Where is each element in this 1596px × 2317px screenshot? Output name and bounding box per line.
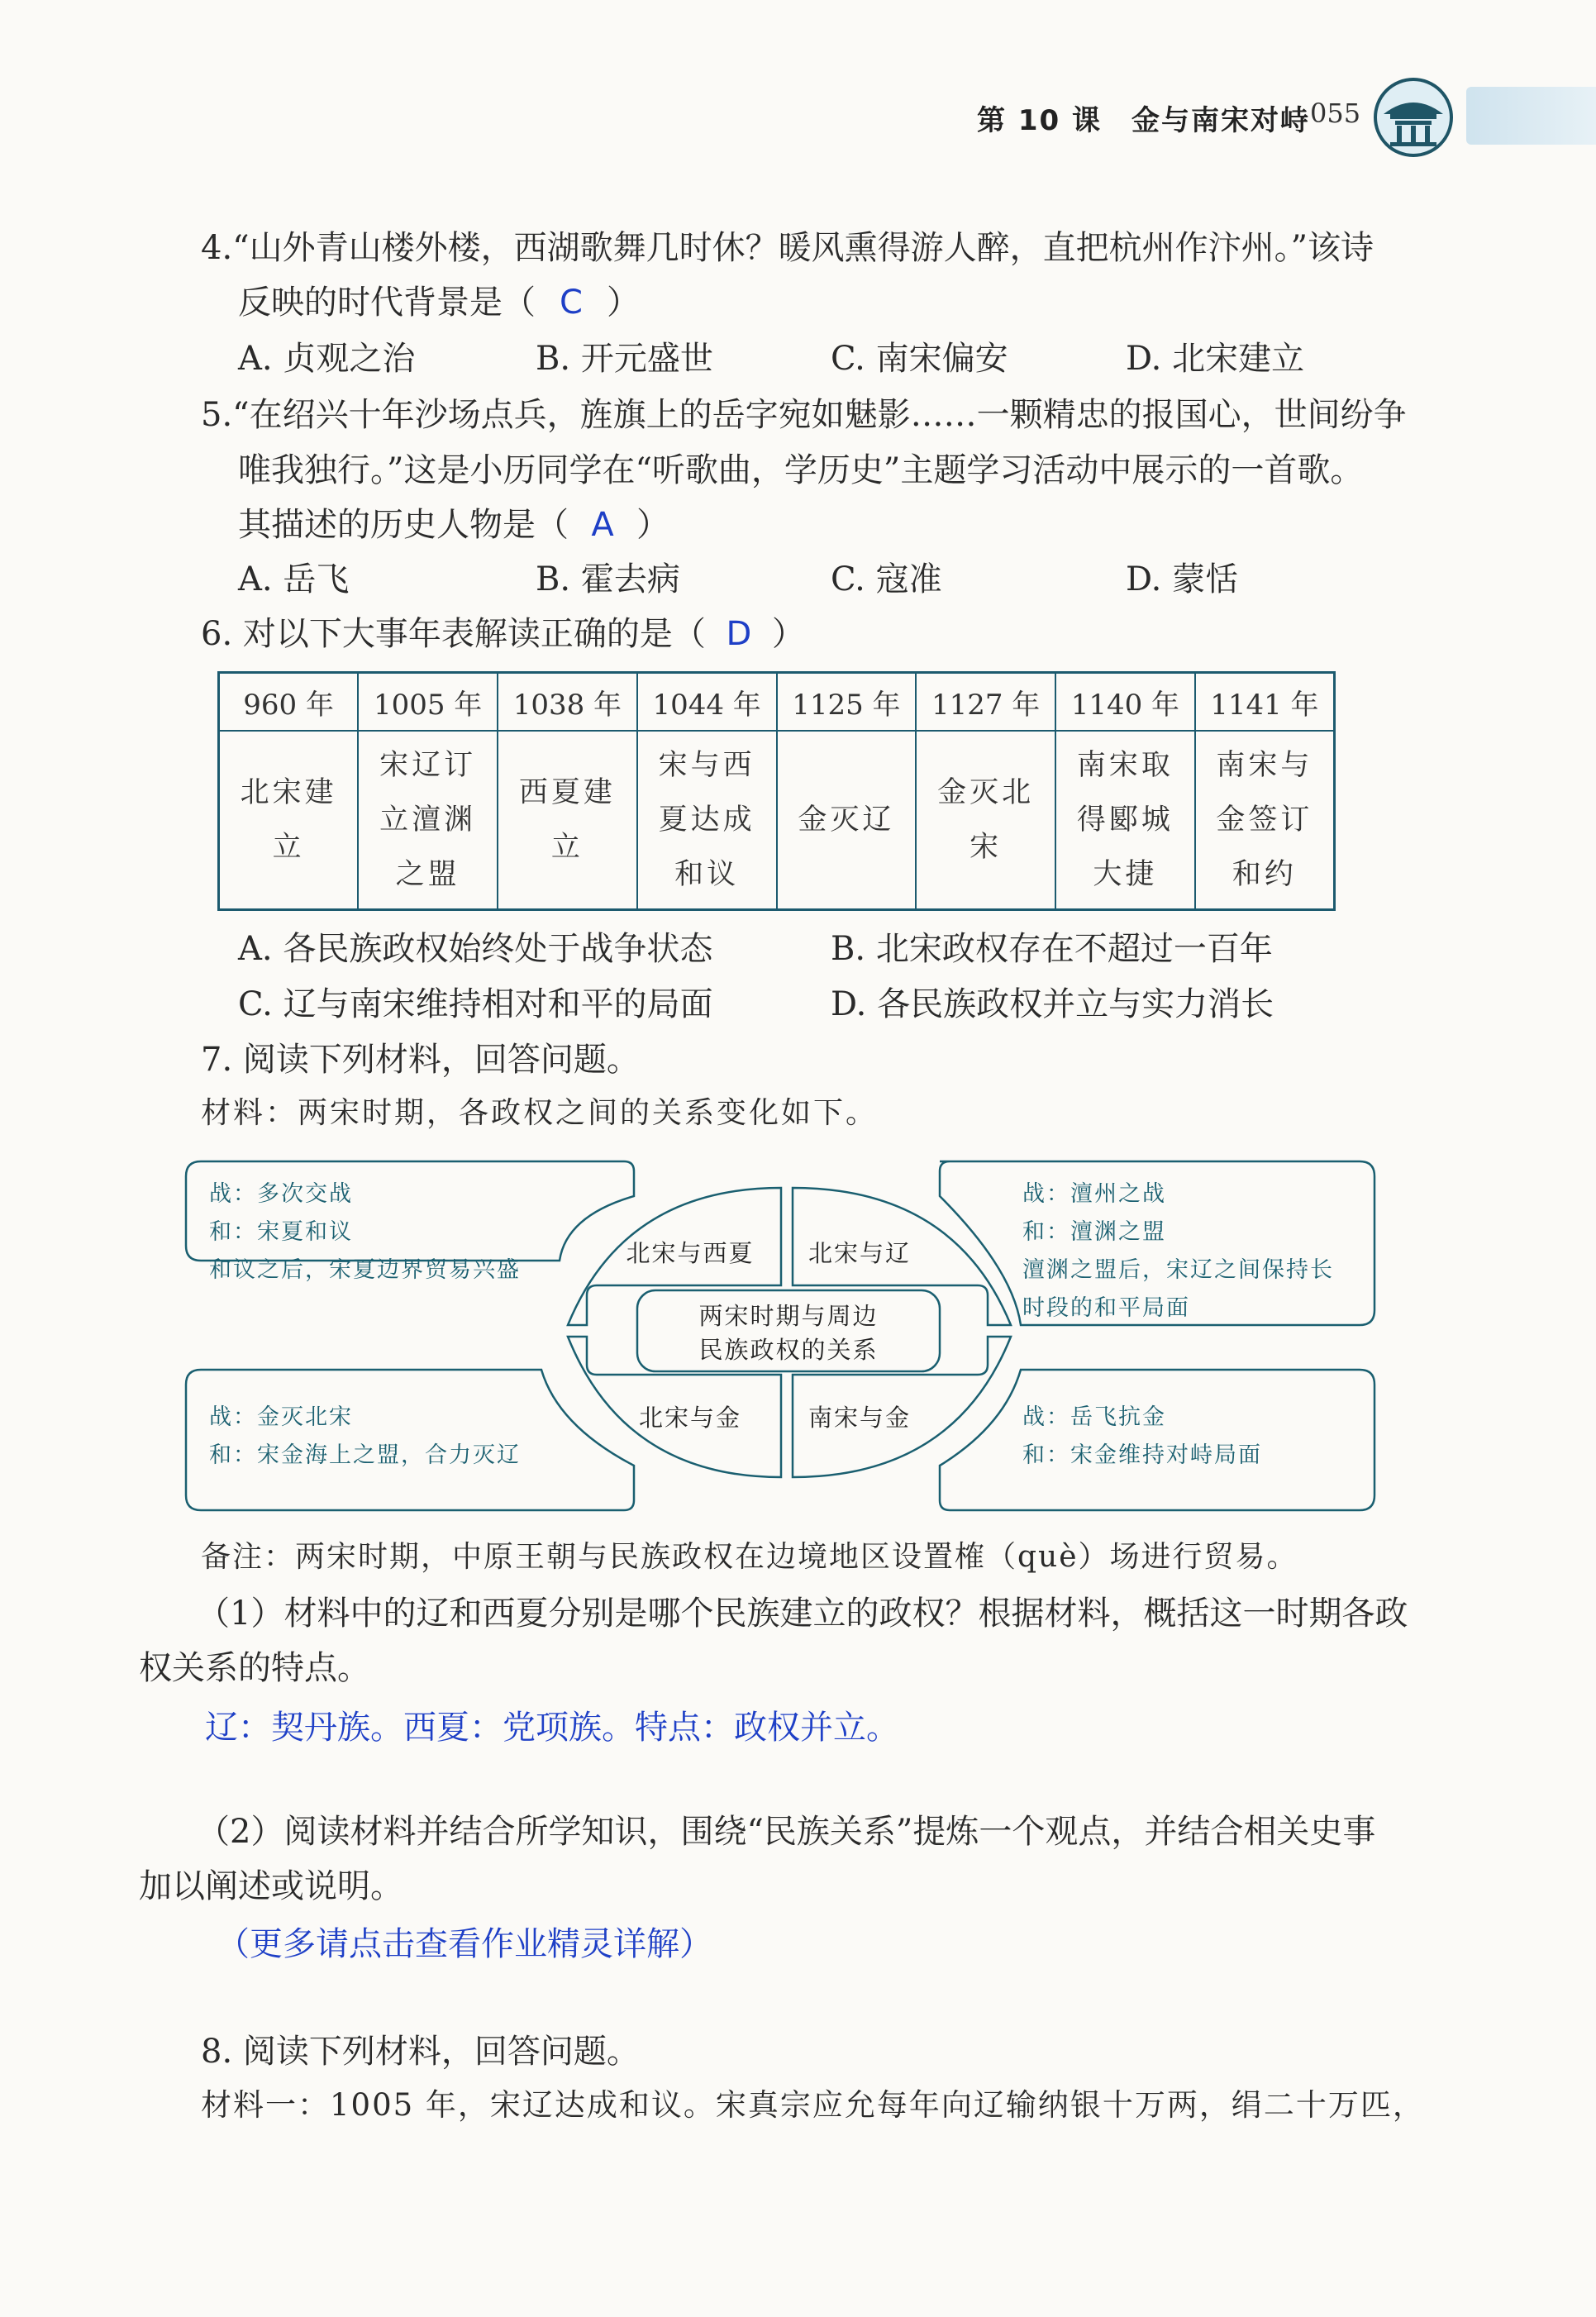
box-tl-line: 和议之后，宋夏边界贸易兴盛 (209, 1257, 521, 1283)
q5-option-a: A. 岳飞 (238, 560, 350, 598)
timeline-event: 南宋取得郾城大捷 (1055, 731, 1195, 910)
segment-label-beisong-liao: 北宋与辽 (808, 1239, 912, 1267)
q5-option-c: C. 寇准 (831, 560, 942, 598)
diagram-box-top-left (186, 1161, 634, 1261)
q8-stem: 8. 阅读下列材料，回答问题。 (201, 2033, 640, 2071)
diagram-box-bottom-left (186, 1370, 634, 1510)
box-br-line: 和：宋金维持对峙局面 (1022, 1442, 1262, 1468)
timeline-event: 宋辽订立澶渊之盟 (358, 731, 498, 910)
diagram-center-line1: 两宋时期与周边 (698, 1302, 879, 1330)
q7-material-intro: 材料：两宋时期，各政权之间的关系变化如下。 (201, 1096, 879, 1130)
q7-stem: 7. 阅读下列材料，回答问题。 (201, 1041, 640, 1079)
more-answers-link[interactable]: （更多请点击查看作业精灵详解） (217, 1925, 712, 1963)
q4-line1: 4.“山外青山楼外楼，西湖歌舞几时休？暖风熏得游人醉，直把杭州作汴州。”该诗 (201, 229, 1374, 267)
relation-diagram (178, 1153, 1376, 1517)
q4-answer: C (560, 284, 583, 322)
q7-note: 备注：两宋时期，中原王朝与民族政权在边境地区设置榷（què）场进行贸易。 (201, 1540, 1298, 1574)
page-number: 055 (1310, 98, 1361, 129)
q7-sub2-line2: 加以阐述或说明。 (139, 1867, 403, 1905)
timeline-event: 金灭北宋 (916, 731, 1055, 910)
segment-label-beisong-xixia: 北宋与西夏 (626, 1239, 755, 1267)
q5-answer: A (591, 506, 614, 544)
box-tl-line: 和：宋夏和议 (209, 1219, 353, 1245)
q5-line2: 唯我独行。”这是小历同学在“听歌曲，学历史”主题学习活动中展示的一首歌。 (238, 451, 1364, 489)
diagram-center-line2: 民族政权的关系 (698, 1336, 879, 1364)
q6-answer: D (726, 615, 752, 653)
box-bl-line: 战：金灭北宋 (209, 1404, 353, 1430)
timeline-year: 1005 年 (358, 673, 498, 732)
box-tr-line: 和：澶渊之盟 (1022, 1219, 1166, 1245)
q6-option-d: D. 各民族政权并立与实力消长 (831, 985, 1274, 1023)
q7-sub2-line1: （2）阅读材料并结合所学知识，围绕“民族关系”提炼一个观点，并结合相关史事 (197, 1813, 1376, 1851)
timeline-event: 金灭辽 (777, 731, 917, 910)
pavilion-emblem-icon (1372, 76, 1465, 159)
box-bl-line: 和：宋金海上之盟，合力灭辽 (209, 1442, 521, 1468)
timeline-table (217, 671, 1336, 911)
box-br-line: 战：岳飞抗金 (1022, 1404, 1166, 1430)
q7-sub1-line1: （1）材料中的辽和西夏分别是哪个民族建立的政权？根据材料，概括这一时期各政 (197, 1595, 1408, 1633)
timeline-event: 南宋与金签订和约 (1195, 731, 1335, 910)
q5-option-b: B. 霍去病 (536, 560, 680, 598)
timeline-year: 960 年 (219, 673, 359, 732)
header-decor-band (1466, 87, 1596, 145)
segment-label-nansong-jin: 南宋与金 (808, 1404, 912, 1432)
timeline-year: 1125 年 (777, 673, 917, 732)
timeline-year: 1127 年 (916, 673, 1055, 732)
lesson-title: 第 10 课 金与南宋对峙 (977, 104, 1310, 137)
q5-line1: 5.“在绍兴十年沙场点兵，旌旗上的岳字宛如魅影……一颗精忠的报国心，世间纷争 (201, 396, 1407, 434)
timeline-year: 1141 年 (1195, 673, 1335, 732)
q6-option-a: A. 各民族政权始终处于战争状态 (238, 930, 713, 968)
q4-option-c: C. 南宋偏安 (831, 340, 1008, 378)
box-tl-line: 战：多次交战 (209, 1181, 353, 1207)
segment-label-beisong-jin: 北宋与金 (638, 1404, 742, 1432)
timeline-year: 1044 年 (637, 673, 777, 732)
q4-line2: 反映的时代背景是（ C ） (238, 284, 640, 322)
box-tr-line: 战：澶州之战 (1022, 1181, 1166, 1207)
timeline-event: 北宋建立 (219, 731, 359, 910)
q4-option-d: D. 北宋建立 (1126, 340, 1305, 378)
timeline-event: 宋与西夏达成和议 (637, 731, 777, 910)
q4-option-b: B. 开元盛世 (536, 340, 713, 378)
q6-stem: 6. 对以下大事年表解读正确的是（ D ） (201, 615, 805, 653)
q5-line3: 其描述的历史人物是（ A ） (238, 506, 669, 544)
timeline-event: 西夏建立 (498, 731, 637, 910)
q7-sub1-line2: 权关系的特点。 (139, 1649, 370, 1687)
q7-sub1-answer: 辽：契丹族。西夏：党项族。特点：政权并立。 (205, 1709, 899, 1747)
diagram-box-bottom-right (940, 1370, 1374, 1510)
q6-option-c: C. 辽与南宋维持相对和平的局面 (238, 985, 713, 1023)
box-tr-line: 时段的和平局面 (1022, 1295, 1190, 1321)
timeline-events-row (219, 731, 1335, 910)
timeline-year: 1140 年 (1055, 673, 1195, 732)
timeline-year: 1038 年 (498, 673, 637, 732)
box-tr-line: 澶渊之盟后，宋辽之间保持长 (1022, 1257, 1334, 1283)
q8-material1: 材料一：1005 年，宋辽达成和议。宋真宗应允每年向辽输纳银十万两，绢二十万匹， (201, 2087, 1425, 2123)
q5-option-d: D. 蒙恬 (1126, 560, 1239, 598)
q4-option-a: A. 贞观之治 (238, 340, 416, 378)
timeline-years-row (219, 673, 1335, 732)
q6-option-b: B. 北宋政权存在不超过一百年 (831, 930, 1273, 968)
